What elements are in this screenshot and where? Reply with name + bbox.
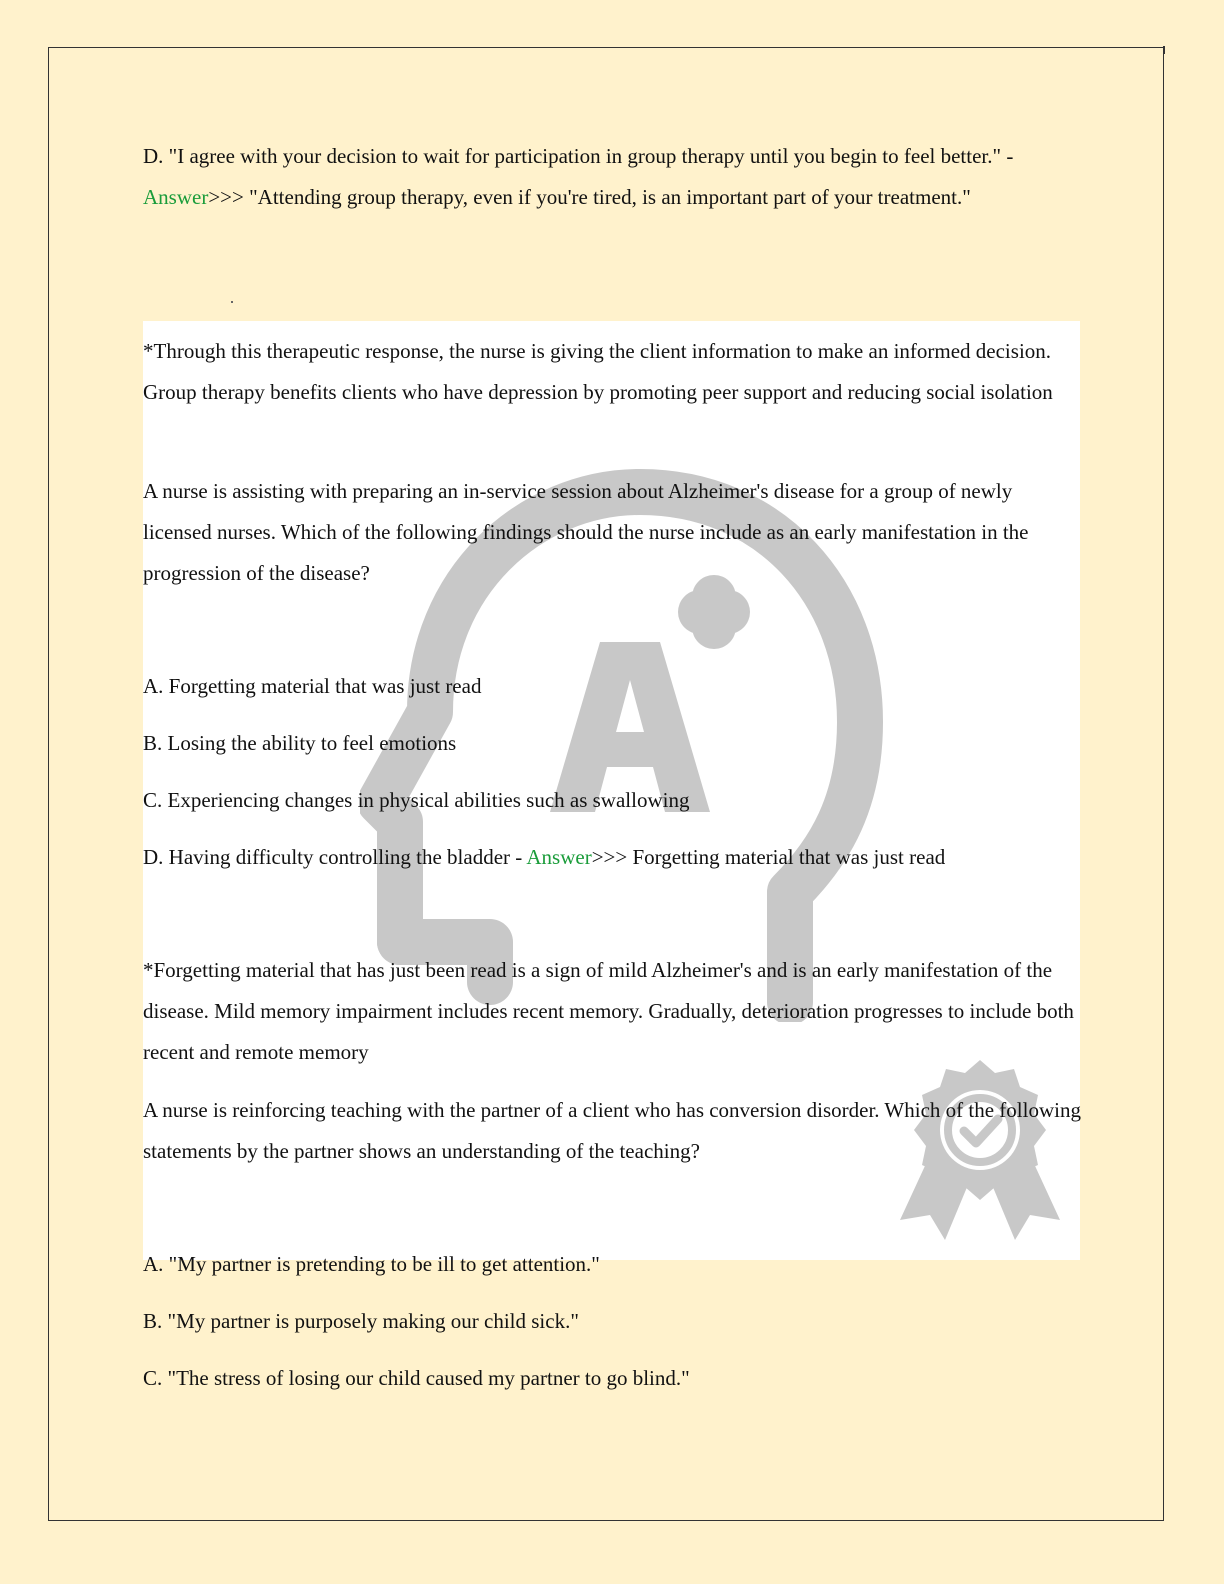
q2-stem: A nurse is assisting with preparing an in-service session about Alzheimer's disease for a group of newly licensed nurses. Which of the following findings should the nurse include as an early manifestation in the progression of the disease?: [143, 479, 1029, 585]
rationale-1: *Through this therapeutic response, the nurse is giving the client information to make an informed decision. Group therapy benefits clients who have depression by promoting peer support and reducing social isolation: [143, 339, 1053, 404]
q2-answer-label: Answer: [526, 845, 592, 869]
q2-option-a: A. Forgetting material that was just read: [143, 674, 482, 698]
q3-stem: A nurse is reinforcing teaching with the partner of a client who has conversion disorder. Which of the following statements by the partner shows an understanding of the teaching?: [143, 1098, 1081, 1163]
q3-option-b: B. "My partner is purposely making our child sick.": [143, 1309, 579, 1333]
q3-option-a: A. "My partner is pretending to be ill to get attention.": [143, 1252, 600, 1276]
page-border-tick: [1163, 46, 1165, 54]
stray-mark: [231, 301, 233, 303]
q1-option-d-text: D. "I agree with your decision to wait for participation in group therapy until you begin to feel better." -: [143, 144, 1014, 168]
q2-option-b: B. Losing the ability to feel emotions: [143, 731, 457, 755]
q1-answer-label: Answer: [143, 185, 209, 209]
q2-option-d-text: D. Having difficulty controlling the bladder -: [143, 845, 527, 869]
q3-option-c: C. "The stress of losing our child caused my partner to go blind.": [143, 1366, 690, 1390]
q2-option-c: C. Experiencing changes in physical abilities such as swallowing: [143, 788, 690, 812]
q2-option-d: [143, 837, 1083, 878]
q2-answer-text: >>> Forgetting material that was just read: [591, 845, 946, 869]
rationale-2: *Forgetting material that has just been read is a sign of mild Alzheimer's and is an early manifestation of the disease. Mild memory impairment includes recent memory. Gradually, deterioration progresses to include both recent and remote memory: [143, 958, 1074, 1064]
q1-answer-text: >>> "Attending group therapy, even if you're tired, is an important part of your treatment.": [208, 185, 971, 209]
q1-option-d: [143, 136, 1083, 218]
